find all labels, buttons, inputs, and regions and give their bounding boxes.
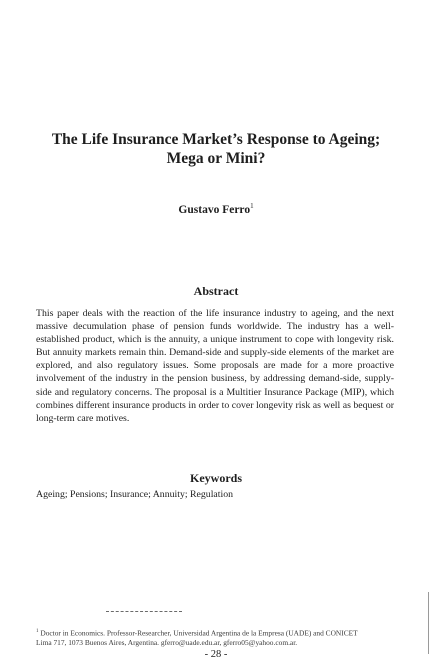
footnote-line-2: Lima 717, 1073 Buenos Aires, Argentina. gferro@uade.edu.ar, gferro05@yahoo.com.ar. (36, 637, 298, 647)
abstract-heading: Abstract (193, 284, 239, 298)
author-footnote-marker: 1 (250, 202, 254, 210)
scan-edge-mark (428, 592, 429, 654)
footnote-divider (106, 611, 182, 612)
footnote (36, 627, 406, 647)
abstract-text: This paper deals with the reaction of the life insurance industry to ageing, and the next massive decumulation phase of pension funds worldwide. The industry has a well-established product, which is the annuity, a unique instrument to cope with longevity risk. But annuity markets remain thin. Demand-side and supply-side elements of the market are explored, and also regulatory issues. Some proposals are made for a more proactive involvement of the industry in the pension business, by addressing demand-side, supply-side and regulatory concerns. The proposal is a Multitier Insurance Package (MIP), which combines different insurance products in order to cover longevity risk as well as bequest or long-term care motives. (36, 308, 394, 424)
paper-title-line-1: The Life Insurance Market’s Response to Ageing; (51, 131, 381, 148)
footnote-line-1-text: Doctor in Economics. Professor-Researcher, Universidad Argentina de la Empresa (UADE) and CONICET (40, 628, 358, 638)
footnote-marker: 1 (36, 629, 39, 634)
author-name (40, 202, 392, 216)
paper-title-line-2: Mega or Mini? (166, 150, 266, 167)
keywords-heading: Keywords (190, 471, 242, 485)
page-number: - 28 - (204, 649, 228, 660)
footnote-line-1 (36, 627, 406, 638)
author-name-text: Gustavo Ferro (178, 203, 251, 216)
paper-title (40, 130, 392, 168)
keywords-text: Ageing; Pensions; Insurance; Annuity; Regulation (36, 489, 234, 500)
